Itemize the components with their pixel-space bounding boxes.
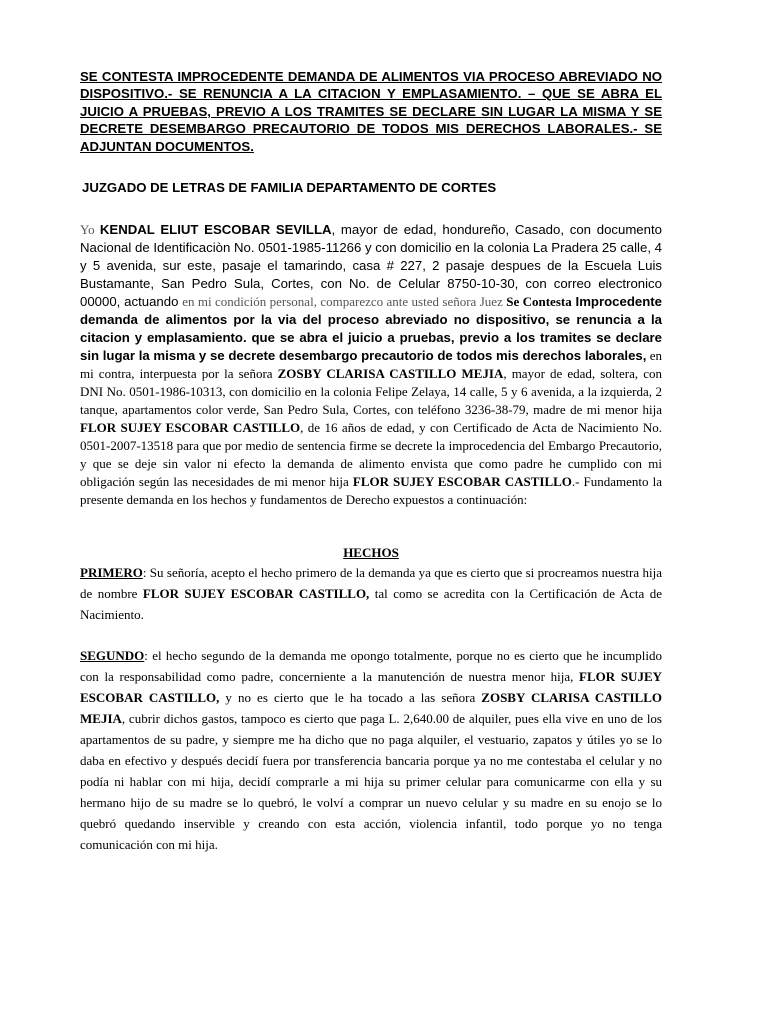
plaintiff-name: ZOSBY CLARISA CASTILLO MEJIA [277,366,504,382]
fact-primero [80,562,662,625]
fact-segundo-text-1: : el hecho segundo de la demanda me opongo totalmente, porque no es cierto que he incumplido con la responsabilidad como padre, concerniente a la manutención de nuestra menor hija, [80,648,662,685]
fact-segundo-label: SEGUNDO [80,648,145,664]
hechos-heading: HECHOS [343,545,399,561]
fact-segundo-text-2: y no es cierto que le ha tocado a las señora [219,690,482,706]
court-heading: JUZGADO DE LETRAS DE FAMILIA DEPARTAMENTO DE CORTES [82,180,497,196]
intro-yo: Yo [80,222,100,238]
intro-text-5: , de 16 años de edad, y con Certificado de Acta de Nacimiento No. 0501-2007-13518 para que por medio de sentencia firme se decrete la improcedencia del Embargo Precautorio, y que se deje sin valor ni efecto la demanda de alimento envista que como padre he cumplido con mi obligación según las necesidades de mi menor hija [80,420,662,490]
fact-primero-text-2: tal como se acredita con la Certificación de Acta de Nacimiento. [80,586,662,623]
fact-segundo-plaintiff: ZOSBY CLARISA CASTILLO MEJIA [80,690,663,727]
fact-segundo [80,645,662,855]
intro-paragraph [80,221,662,509]
intro-text-2: en mi condición personal, comparezco ante usted señora Juez [182,294,507,310]
fact-segundo-child: FLOR SUJEY ESCOBAR CASTILLO, [80,669,662,706]
child-name-1: FLOR SUJEY ESCOBAR CASTILLO [80,420,301,436]
fact-primero-text-1: : Su señoría, acepto el hecho primero de la demanda ya que es cierto que si procreamos nuestra hija de nombre [80,565,662,602]
defendant-name: KENDAL ELIUT ESCOBAR SEVILLA [99,222,332,238]
claim-text: Improcedente demanda de alimentos por la via del proceso abreviado no dispositivo, se renuncia a la citacion y emplasamiento. que se abra el juicio a pruebas, previo a los tramites se declare sin lugar la misma y se decrete desembargo precautorio de todos mis derechos laborales, [80,294,662,364]
child-name-2: FLOR SUJEY ESCOBAR CASTILLO [352,474,572,490]
intro-text-4: , mayor de edad, soltera, con DNI No. 0501-1986-10313, con domicilio en la colonia Felipe Zelaya, 14 calle, 5 y 6 avenida, a la izquierda, 2 tanque, apartamentos color verde, San Pedro Sula, Cortes, con teléfono 3236-38-79, madre de mi menor hija [80,366,662,418]
fact-segundo-text-3: , cubrir dichos gastos, tampoco es cierto que paga L. 2,640.00 de alquiler, pues ella vive en uno de los apartamentos de su padre, y siempre me ha dicho que no paga alquiler, el vestuario, zapatos y útiles yo se lo daba en efectivo y después decidí fuera por transferencia bancaria porque ya no me contestaba el celular y no podía ni hablar con mi hija, decidí comprarle a mi hija su primer celular para comunicarme con ella y su hermano hijo de su madre se lo quebró, le volví a comprar un nuevo celular y su madre en su enojo se lo quebró quedando inservible y creando con esta acción, violencia infantil, todo porque yo no tenga comunicación con mi hija. [80,711,662,853]
fact-primero-label: PRIMERO [80,565,143,581]
se-contesta-text: Se Contesta [506,294,572,310]
intro-text-1: , mayor de edad, hondureño, Casado, con documento Nacional de Identificaciòn No. 0501-1985-11266 y con domicilio en la colonia La Pradera 25 calle, 4 y 5 avenida, sur este, pasaje el tamarindo, casa # 227, 2 pasaje despues de la Escuela Luis Bustamante, San Pedro Sula, Cortes, con No. de Celular 8750-10-30, con correo electronico 00000, actuando [80,222,662,310]
document-title: SE CONTESTA IMPROCEDENTE DEMANDA DE ALIMENTOS VIA PROCESO ABREVIADO NO DISPOSITIVO.- SE RENUNCIA A LA CITACION Y EMPLASAMIENTO. – QUE SE ABRA EL JUICIO A PRUEBAS, PREVIO A LOS TRAMITES SE DECLARE SIN LUGAR LA MISMA Y SE DECRETE DESEMBARGO PRECAUTORIO DE TODOS MIS DERECHOS LABORALES.- SE ADJUNTAN DOCUMENTOS. [80,69,662,154]
document-page [80,68,662,855]
intro-text-3: en mi contra, interpuesta por la señora [80,348,662,382]
fact-primero-child: FLOR SUJEY ESCOBAR CASTILLO, [142,586,370,602]
intro-text-6: .- Fundamento la presente demanda en los hechos y fundamentos de Derecho expuestos a continuación: [80,474,662,508]
